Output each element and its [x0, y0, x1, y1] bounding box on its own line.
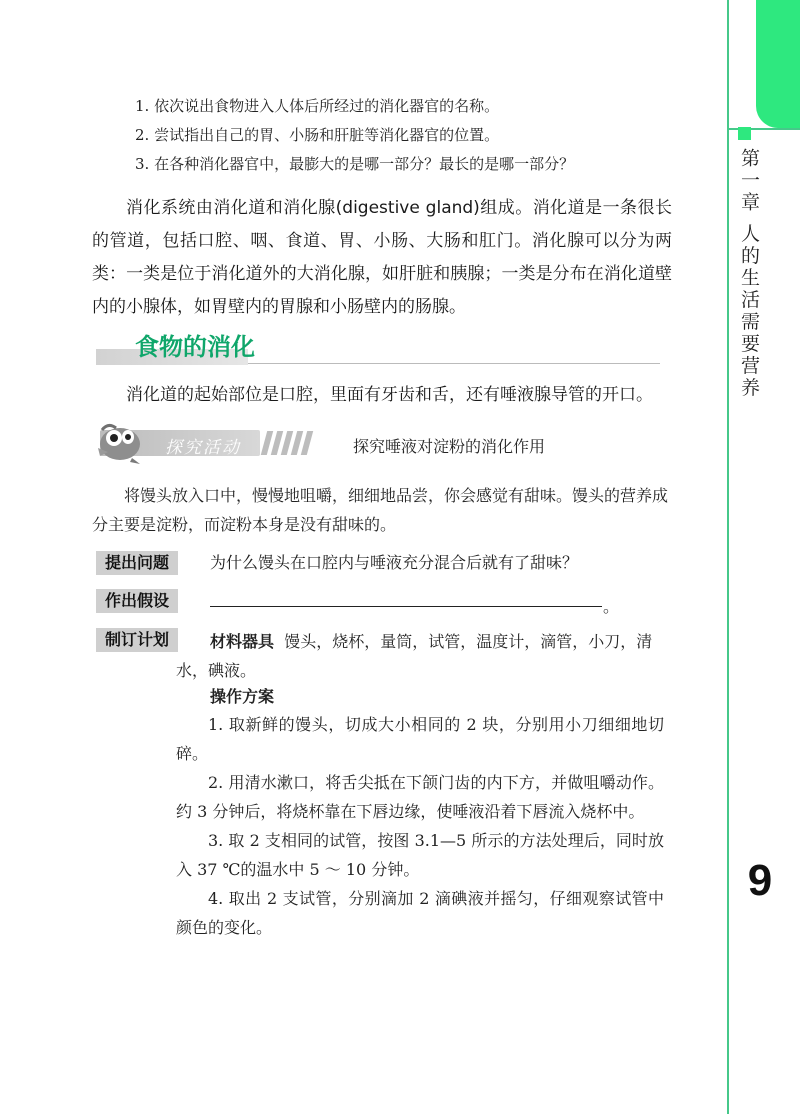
plan-label: 制订计划 [96, 628, 178, 652]
intro-paragraph: 消化系统由消化道和消化腺(digestive gland)组成。消化道是一条很长的管道，包括口腔、咽、食道、胃、小肠、大肠和肛门。消化腺可以分为两类：一类是位于消化道外的大消化腺，如肝脏和胰腺；一类是分布在消化道壁内的小腺体，如胃壁内的胃腺和小肠壁内的肠腺。 [92, 198, 672, 317]
section-paragraph: 消化道的起始部位是口腔，里面有牙齿和舌，还有唾液腺导管的开口。 [126, 385, 653, 405]
materials-text: 馒头，烧杯，量筒，试管，温度计，滴管，小刀，清水，碘液。 [176, 632, 653, 680]
hypothesis-period: 。 [603, 597, 620, 616]
section-rule [248, 363, 660, 364]
question-item: 1. 依次说出食物进入人体后所经过的消化器官的名称。 [135, 97, 500, 115]
activity-label: 探究活动 [165, 438, 241, 458]
mascot-bird-icon [90, 418, 146, 468]
question-item: 2. 尝试指出自己的胃、小肠和肝脏等消化器官的位置。 [135, 126, 500, 144]
margin-line [727, 0, 729, 1114]
hypothesis-label: 作出假设 [96, 589, 178, 613]
procedure-step: 1. 取新鲜的馒头，切成大小相同的 2 块，分别用小刀细细地切碎。 [176, 715, 664, 763]
activity-title: 探究唾液对淀粉的消化作用 [353, 437, 546, 456]
materials-label: 材料器具 [210, 632, 275, 651]
procedure-step: 4. 取出 2 支试管，分别滴加 2 滴碘液并摇匀，仔细观察试管中颜色的变化。 [176, 889, 664, 937]
chapter-marker-icon [738, 127, 751, 140]
procedure-steps [176, 710, 664, 942]
ask-question-label: 提出问题 [96, 551, 178, 575]
section-title: 食物的消化 [135, 333, 255, 361]
activity-intro: 将馒头放入口中，慢慢地咀嚼，细细地品尝，你会感觉有甜味。馒头的营养成分主要是淀粉，而淀粉本身是没有甜味的。 [92, 486, 669, 534]
review-questions [135, 92, 675, 179]
chapter-tab [756, 0, 800, 128]
activity-stripes [264, 431, 324, 457]
procedure-step: 3. 取 2 支相同的试管，按图 3.1—5 所示的方法处理后，同时放入 37 ℃的温水中 5 ～ 10 分钟。 [176, 831, 664, 879]
materials-block [176, 627, 664, 685]
ask-question-text: 为什么馒头在口腔内与唾液充分混合后就有了甜味？ [210, 553, 579, 572]
hypothesis-blank[interactable] [210, 606, 602, 607]
chapter-title: 第一章 人的生活需要营养 [738, 148, 760, 400]
procedure-label: 操作方案 [210, 687, 275, 706]
question-item: 3. 在各种消化器官中，最膨大的是哪一部分？最长的是哪一部分？ [135, 155, 575, 173]
procedure-step: 2. 用清水漱口，将舌尖抵在下颌门齿的内下方，并做咀嚼动作。约 3 分钟后，将烧杯靠在下唇边缘，使唾液沿着下唇流入烧杯中。 [176, 773, 664, 821]
page-number: 9 [747, 856, 773, 905]
